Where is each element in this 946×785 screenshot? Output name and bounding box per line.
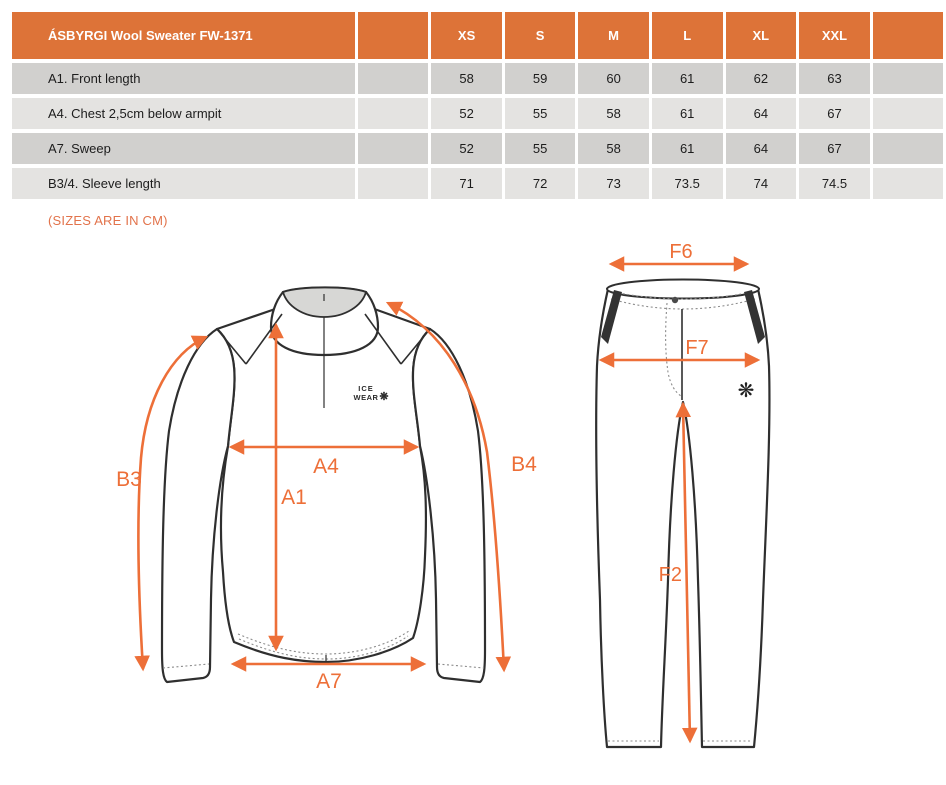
size-value: 61 [652,98,723,129]
size-header-l: L [652,12,723,59]
measure-label-f6: F6 [669,241,693,263]
size-value: 55 [505,98,575,129]
blank-cell [358,63,428,94]
product-title: ÁSBYRGI Wool Sweater FW-1371 [12,12,355,59]
size-value: 52 [431,98,502,129]
size-value: 58 [578,133,648,164]
row-label: A4. Chest 2,5cm below armpit [12,98,355,129]
size-header-xxl: XXL [799,12,870,59]
size-value: 62 [726,63,797,94]
size-value: 58 [578,98,648,129]
measure-label-a4: A4 [313,455,339,478]
size-value: 73.5 [652,168,723,199]
pants-snowflake-icon: ❋ [737,380,755,402]
sizes-unit-note: (SIZES ARE IN CM) [48,213,168,228]
size-value: 59 [505,63,575,94]
icewear-logo-line2: WEAR [353,393,379,402]
size-value: 64 [726,98,797,129]
pants-diagram [575,235,905,765]
pants-body [596,289,769,747]
blank-cell [873,98,943,129]
size-table [9,8,946,203]
size-value: 72 [505,168,575,199]
size-value: 61 [652,133,723,164]
blank-cell [873,133,943,164]
size-value: 58 [431,63,502,94]
icewear-logo-line1: ICE [358,384,374,393]
measure-arrow-f2 [683,404,690,741]
waist-opening [607,280,759,299]
size-value: 74.5 [799,168,870,199]
row-label: A1. Front length [12,63,355,94]
blank-header-cell [358,12,428,59]
measure-label-f7: F7 [685,337,709,359]
sweater-diagram [95,240,555,740]
size-value: 55 [505,133,575,164]
table-row-sweep [12,133,943,164]
row-label: B3/4. Sleeve length [12,168,355,199]
blank-header-cell-trailing [873,12,943,59]
size-value: 71 [431,168,502,199]
blank-cell [358,133,428,164]
size-value: 67 [799,98,870,129]
blank-cell [873,63,943,94]
measure-label-a1: A1 [281,486,307,509]
table-row-sleeve-length [12,168,943,199]
measure-label-b4: B4 [511,453,537,476]
size-value: 52 [431,133,502,164]
table-row-front-length [12,63,943,94]
size-value: 60 [578,63,648,94]
size-value: 63 [799,63,870,94]
waist-button [672,297,678,303]
size-table-header-row [12,12,943,59]
size-header-xl: XL [726,12,797,59]
blank-cell [873,168,943,199]
row-label: A7. Sweep [12,133,355,164]
size-header-m: M [578,12,648,59]
size-value: 61 [652,63,723,94]
icewear-snowflake-icon: ❋ [379,391,389,403]
measure-label-a7: A7 [316,670,342,693]
blank-cell [358,168,428,199]
measure-label-b3: B3 [116,468,142,491]
size-value: 67 [799,133,870,164]
size-value: 73 [578,168,648,199]
size-value: 64 [726,133,797,164]
size-value: 74 [726,168,797,199]
blank-cell [358,98,428,129]
measure-label-f2: F2 [658,564,682,586]
size-header-xs: XS [431,12,502,59]
table-row-chest [12,98,943,129]
size-header-s: S [505,12,575,59]
